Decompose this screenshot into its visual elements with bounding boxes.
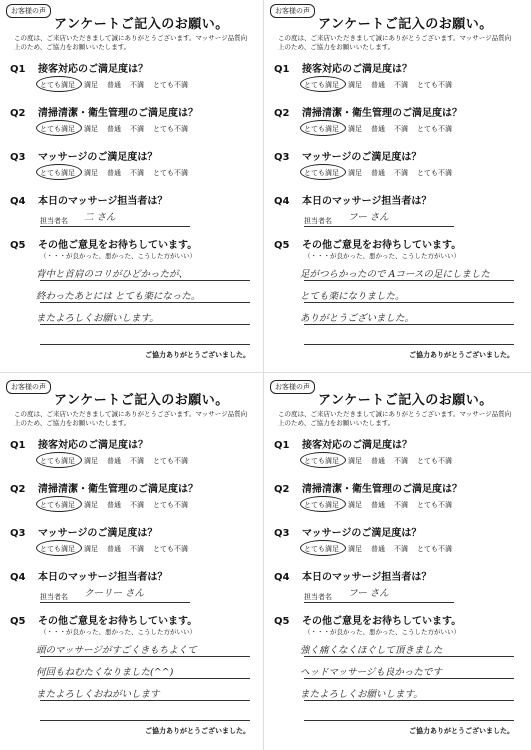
selection-circle: [300, 164, 346, 180]
staff-label: 担当者名: [304, 217, 332, 225]
survey-card-2: [270, 4, 520, 366]
thanks-text: ご協力ありがとうございました。: [409, 351, 514, 359]
option-label: とても満足: [304, 457, 339, 465]
option-label: 満足: [84, 81, 98, 89]
option-label: 普通: [371, 169, 385, 177]
question-4: Q4 本日のマッサージ担当者は？: [10, 572, 168, 583]
option-label: 不満: [394, 169, 408, 177]
customer-voice-tag: お客様の声: [270, 4, 315, 18]
option-label: とても不満: [417, 81, 452, 89]
selection-circle: [36, 496, 82, 512]
question-4: Q4 本日のマッサージ担当者は？: [10, 196, 168, 207]
option-label: とても不満: [153, 457, 188, 465]
survey-card-1: [6, 4, 256, 366]
option-label: とても不満: [153, 81, 188, 89]
comment-handwritten-line: とても楽になりました。: [300, 291, 405, 302]
comment-line: [304, 280, 514, 281]
intro-text: この度は、ご来店いただきまして誠にありがとうございます。マッサージ品質向上のため、ご協力をお願いいたします。: [278, 34, 512, 51]
comment-handwritten-line: またよろしくお願いします。: [36, 313, 159, 324]
option-label: 普通: [107, 457, 121, 465]
thanks-text: ご協力ありがとうございました。: [145, 727, 250, 735]
option-label: 満足: [84, 169, 98, 177]
option-label: 不満: [394, 501, 408, 509]
question-5: Q5 その他ご意見をお待ちしています。: [10, 616, 198, 627]
option-label: 満足: [348, 457, 362, 465]
staff-underline: [304, 602, 454, 603]
staff-underline: [40, 602, 190, 603]
option-label: 普通: [371, 457, 385, 465]
selection-circle: [300, 540, 346, 556]
option-label: 不満: [394, 545, 408, 553]
comment-handwritten-line: またよろしくおねがいします: [36, 689, 160, 700]
question-1: Q1 接客対応のご満足度は？: [10, 440, 148, 451]
comment-handwritten-line: 背中と首肩のコリがひどかったが、: [36, 269, 189, 280]
question-2: Q2 清掃清潔・衛生管理のご満足度は？: [10, 108, 198, 119]
question-5: Q5 その他ご意見をお待ちしています。: [10, 240, 198, 251]
option-label: 普通: [107, 169, 121, 177]
option-label: 満足: [84, 545, 98, 553]
selection-circle: [36, 76, 82, 92]
question-3: Q3 マッサージのご満足度は？: [10, 528, 158, 539]
staff-label: 担当者名: [40, 593, 68, 601]
customer-voice-tag: お客様の声: [6, 4, 51, 18]
intro-text: この度は、ご来店いただきまして誠にありがとうございます。マッサージ品質向上のため、ご協力をお願いいたします。: [278, 410, 512, 427]
option-label: とても不満: [153, 169, 188, 177]
option-label: とても満足: [40, 457, 75, 465]
option-label: とても不満: [417, 125, 452, 133]
comment-line: [40, 720, 250, 721]
comment-line: [40, 302, 250, 303]
comment-line: [304, 720, 514, 721]
option-label: 満足: [348, 125, 362, 133]
thanks-text: ご協力ありがとうございました。: [409, 727, 514, 735]
option-label: とても満足: [304, 501, 339, 509]
option-label: 普通: [107, 81, 121, 89]
comment-line: [40, 344, 250, 345]
staff-label: 担当者名: [40, 217, 68, 225]
option-label: 普通: [371, 81, 385, 89]
question-4: Q4 本日のマッサージ担当者は？: [274, 196, 432, 207]
option-label: 不満: [130, 457, 144, 465]
option-label: 普通: [371, 501, 385, 509]
option-label: 満足: [348, 169, 362, 177]
question-1: Q1 接客対応のご満足度は？: [10, 64, 148, 75]
option-label: とても不満: [153, 545, 188, 553]
question-2: Q2 清掃清潔・衛生管理のご満足度は？: [274, 484, 462, 495]
comment-line: [304, 344, 514, 345]
survey-card-3: [6, 380, 256, 742]
option-label: 普通: [107, 545, 121, 553]
comment-handwritten-line: 何回もねむたくなりました(^^): [36, 667, 174, 678]
selection-circle: [36, 120, 82, 136]
option-label: 満足: [348, 81, 362, 89]
question-3: Q3 マッサージのご満足度は？: [274, 528, 422, 539]
comment-line: [40, 656, 250, 657]
comment-hint: （・・・が良かった、悪かった、こうした方がいい）: [304, 628, 460, 636]
comment-line: [304, 656, 514, 657]
question-1: Q1 接客対応のご満足度は？: [274, 64, 412, 75]
comment-handwritten-line: ヘッドマッサージも良かったです: [300, 667, 442, 678]
question-5: Q5 その他ご意見をお待ちしています。: [274, 240, 462, 251]
option-label: とても不満: [153, 125, 188, 133]
selection-circle: [36, 164, 82, 180]
comment-handwritten-line: ありがとうございました。: [300, 313, 415, 324]
comment-line: [40, 280, 250, 281]
selection-circle: [300, 452, 346, 468]
comment-handwritten-line: 終わったあとには とても楽になった。: [36, 291, 201, 302]
fold-line-vertical: [263, 0, 264, 750]
option-label: 普通: [107, 501, 121, 509]
comment-line: [304, 700, 514, 701]
comment-hint: （・・・が良かった、悪かった、こうした方がいい）: [304, 252, 460, 260]
comment-handwritten-line: またよろしくお願いします。: [300, 689, 423, 700]
card-title: アンケートご記入のお願い。: [318, 17, 493, 32]
option-label: 満足: [348, 501, 362, 509]
staff-name-handwritten: 二 さん: [84, 212, 116, 223]
card-title: アンケートご記入のお願い。: [54, 17, 229, 32]
question-1: Q1 接客対応のご満足度は？: [274, 440, 412, 451]
fold-line-horizontal: [0, 372, 531, 373]
staff-name-handwritten: クーリー さん: [84, 588, 145, 599]
option-label: 満足: [84, 501, 98, 509]
question-3: Q3 マッサージのご満足度は？: [10, 152, 158, 163]
option-label: とても満足: [304, 169, 339, 177]
comment-handwritten-line: 頭のマッサージがすごくきもちよくて: [36, 645, 197, 656]
option-label: とても不満: [417, 457, 452, 465]
card-title: アンケートご記入のお願い。: [54, 393, 229, 408]
option-label: とても満足: [40, 125, 75, 133]
comment-line: [40, 324, 250, 325]
option-label: とても不満: [417, 545, 452, 553]
selection-circle: [300, 76, 346, 92]
option-label: 満足: [84, 457, 98, 465]
staff-label: 担当者名: [304, 593, 332, 601]
customer-voice-tag: お客様の声: [6, 380, 51, 394]
selection-circle: [36, 452, 82, 468]
comment-handwritten-line: 足がつらかったので Aコースの足にしました: [300, 269, 490, 280]
option-label: 普通: [371, 125, 385, 133]
option-label: とても満足: [40, 81, 75, 89]
option-label: 不満: [130, 169, 144, 177]
comment-line: [304, 324, 514, 325]
comment-line: [40, 700, 250, 701]
question-5: Q5 その他ご意見をお待ちしています。: [274, 616, 462, 627]
option-label: 不満: [394, 81, 408, 89]
selection-circle: [300, 120, 346, 136]
selection-circle: [300, 496, 346, 512]
intro-text: この度は、ご来店いただきまして誠にありがとうございます。マッサージ品質向上のため、ご協力をお願いいたします。: [14, 34, 248, 51]
option-label: とても満足: [304, 545, 339, 553]
option-label: 不満: [130, 81, 144, 89]
option-label: 普通: [107, 125, 121, 133]
comment-line: [40, 678, 250, 679]
option-label: 不満: [394, 457, 408, 465]
customer-voice-tag: お客様の声: [270, 380, 315, 394]
option-label: とても不満: [417, 501, 452, 509]
staff-underline: [304, 226, 454, 227]
comment-line: [304, 302, 514, 303]
question-2: Q2 清掃清潔・衛生管理のご満足度は？: [10, 484, 198, 495]
intro-text: この度は、ご来店いただきまして誠にありがとうございます。マッサージ品質向上のため、ご協力をお願いいたします。: [14, 410, 248, 427]
question-3: Q3 マッサージのご満足度は？: [274, 152, 422, 163]
option-label: 満足: [84, 125, 98, 133]
option-label: とても満足: [40, 169, 75, 177]
option-label: とても満足: [40, 545, 75, 553]
selection-circle: [36, 540, 82, 556]
option-label: とても不満: [153, 501, 188, 509]
comment-hint: （・・・が良かった、悪かった、こうした方がいい）: [40, 628, 196, 636]
question-2: Q2 清掃清潔・衛生管理のご満足度は？: [274, 108, 462, 119]
option-label: とても満足: [40, 501, 75, 509]
card-title: アンケートご記入のお願い。: [318, 393, 493, 408]
option-label: とても不満: [417, 169, 452, 177]
option-label: 満足: [348, 545, 362, 553]
comment-hint: （・・・が良かった、悪かった、こうした方がいい）: [40, 252, 196, 260]
comment-handwritten-line: 強く痛くなくほぐして頂きました: [300, 645, 443, 656]
thanks-text: ご協力ありがとうございました。: [145, 351, 250, 359]
option-label: 不満: [130, 501, 144, 509]
staff-name-handwritten: フー さん: [348, 588, 389, 599]
staff-name-handwritten: フー さん: [348, 212, 389, 223]
option-label: 不満: [130, 545, 144, 553]
option-label: 不満: [394, 125, 408, 133]
option-label: 普通: [371, 545, 385, 553]
option-label: 不満: [130, 125, 144, 133]
question-4: Q4 本日のマッサージ担当者は？: [274, 572, 432, 583]
option-label: とても満足: [304, 81, 339, 89]
option-label: とても満足: [304, 125, 339, 133]
staff-underline: [40, 226, 190, 227]
comment-line: [304, 678, 514, 679]
survey-card-4: [270, 380, 520, 742]
